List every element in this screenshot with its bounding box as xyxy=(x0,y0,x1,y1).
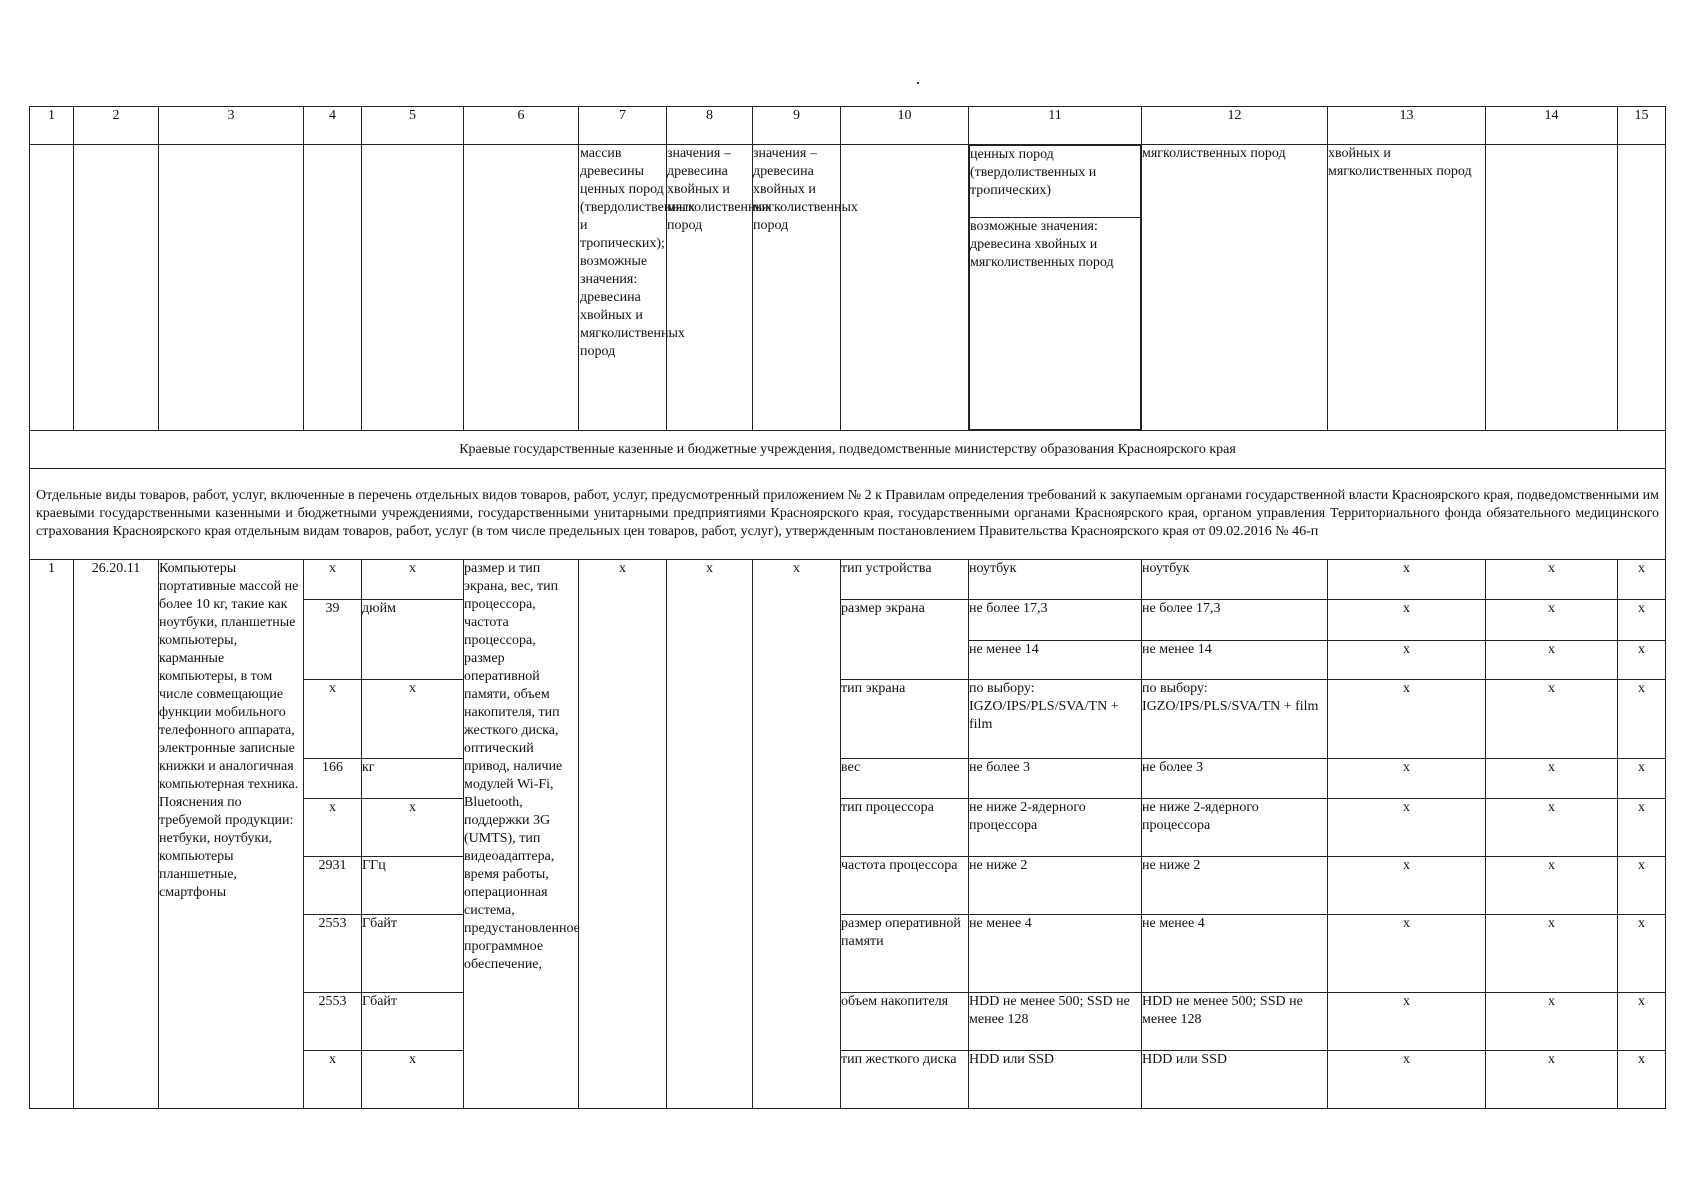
column-numbers-row xyxy=(30,107,1666,145)
cell-empty xyxy=(1618,145,1666,431)
value-c14: x xyxy=(1486,600,1618,640)
param-name: тип процессора xyxy=(841,799,969,857)
cont-c8: значения – древесина хвойных и мягколиственных пород xyxy=(667,145,753,431)
unit-name: Гбайт xyxy=(362,915,464,993)
cell-empty xyxy=(1486,145,1618,431)
col-num: 5 xyxy=(362,107,464,145)
col-num: 4 xyxy=(304,107,362,145)
value-c13: x xyxy=(1328,680,1486,759)
cont-c11 xyxy=(969,145,1142,431)
value-c11: HDD или SSD xyxy=(969,1051,1142,1109)
value-c11: не ниже 2-ядерного процессора xyxy=(969,799,1142,857)
value-c15: x xyxy=(1618,1051,1666,1109)
unit-code: 166 xyxy=(304,758,362,798)
value-c11: HDD не менее 500; SSD не менее 128 xyxy=(969,992,1142,1051)
param-name: размер экрана xyxy=(841,600,969,680)
value-c13: x xyxy=(1328,1051,1486,1109)
value-c13: x xyxy=(1328,640,1486,679)
col-num: 3 xyxy=(159,107,304,145)
scan-dot xyxy=(917,82,919,84)
section-title-row xyxy=(30,430,1666,468)
col-num: 15 xyxy=(1618,107,1666,145)
value-c13: x xyxy=(1328,915,1486,993)
cell-empty xyxy=(841,145,969,431)
value-c15: x xyxy=(1618,799,1666,857)
cont-c13: хвойных и мягколиственных пород xyxy=(1328,145,1486,431)
section-para-row xyxy=(30,469,1666,560)
section-title: Краевые государственные казенные и бюджетные учреждения, подведомственные министерству образования Красноярского края xyxy=(30,430,1666,468)
col-num: 7 xyxy=(579,107,667,145)
value-c12: не более 17,3 xyxy=(1142,600,1328,640)
value-c11: не ниже 2 xyxy=(969,856,1142,915)
cell-empty xyxy=(30,145,74,431)
col-num: 9 xyxy=(753,107,841,145)
col-num: 13 xyxy=(1328,107,1486,145)
requirements-table xyxy=(29,106,1666,1109)
value-c14: x xyxy=(1486,856,1618,915)
cell-empty xyxy=(159,145,304,431)
continuation-row xyxy=(30,145,1666,431)
value-c15: x xyxy=(1618,915,1666,993)
col-num: 12 xyxy=(1142,107,1328,145)
item-c8: x xyxy=(667,560,753,1109)
param-name: частота процессора xyxy=(841,856,969,915)
col-num: 1 xyxy=(30,107,74,145)
unit-code: 39 xyxy=(304,600,362,680)
unit-code: x xyxy=(304,799,362,857)
unit-name: x xyxy=(362,799,464,857)
value-c12: ноутбук xyxy=(1142,560,1328,600)
value-c12: не менее 4 xyxy=(1142,915,1328,993)
cont-c12: мягколиственных пород xyxy=(1142,145,1328,431)
value-c13: x xyxy=(1328,799,1486,857)
value-c11: ноутбук xyxy=(969,560,1142,600)
section-paragraph: Отдельные виды товаров, работ, услуг, включенные в перечень отдельных видов товаров, работ, услуг, предусмотренный приложением № 2 к Правилам определения требований к закупаемым органами государственной власти Красноярского края, подведомственными им краевыми государственными казенными и бюджетными учреждениями, государственными унитарными предприятиями Красноярского края, государственными органами Красноярского края, органом управления Территориального фонда обязательного медицинского страхования Красноярского края отдельным видам товаров, работ, услуг (в том числе предельных цен товаров, работ, услуг), утвержденным постановлением Правительства Красноярского края от 09.02.2016 № 46-п xyxy=(30,469,1666,560)
unit-code: x xyxy=(304,560,362,600)
cell-empty xyxy=(304,145,362,431)
param-name: тип экрана xyxy=(841,680,969,759)
value-c12: не более 3 xyxy=(1142,758,1328,798)
value-c12: HDD не менее 500; SSD не менее 128 xyxy=(1142,992,1328,1051)
value-c14: x xyxy=(1486,758,1618,798)
item-characteristics: размер и тип экрана, вес, тип процессора, частота процессора, размер оперативной памяти, объем накопителя, тип жесткого диска, оптический привод, наличие модулей Wi-Fi, Bluetooth, поддержки 3G (UMTS), тип видеоадаптера, время работы, операционная система, предустановленное программное обеспечение, xyxy=(464,560,579,1109)
unit-name: Гбайт xyxy=(362,992,464,1051)
col-num: 14 xyxy=(1486,107,1618,145)
value-c13: x xyxy=(1328,600,1486,640)
value-c12: не ниже 2-ядерного процессора xyxy=(1142,799,1328,857)
unit-code: x xyxy=(304,1051,362,1109)
value-c12: по выбору: IGZO/IPS/PLS/SVA/TN + film xyxy=(1142,680,1328,759)
unit-code: x xyxy=(304,680,362,759)
unit-name: x xyxy=(362,680,464,759)
item-name: Компьютеры портативные массой не более 10 кг, такие как ноутбуки, планшетные компьютеры, карманные компьютеры, в том числе совмещающие функции мобильного телефонного аппарата, электронные записные книжки и аналогичная компьютерная техника. Пояснения по требуемой продукции: нетбуки, ноутбуки, компьютеры планшетные, смартфоны xyxy=(159,560,304,1109)
cont-c7: массив древесины ценных пород (твердолиственных и тропических); возможные значения: древесина хвойных и мягколиственных пород xyxy=(579,145,667,431)
cell-empty xyxy=(464,145,579,431)
value-c15: x xyxy=(1618,680,1666,759)
item-row xyxy=(30,560,1666,600)
unit-code: 2553 xyxy=(304,992,362,1051)
value-c14: x xyxy=(1486,915,1618,993)
item-okpd-code: 26.20.11 xyxy=(74,560,159,1109)
col-num: 6 xyxy=(464,107,579,145)
cont-c9: значения – древесина хвойных и мягколиственных пород xyxy=(753,145,841,431)
value-c11: не более 17,3 xyxy=(969,600,1142,640)
param-name: вес xyxy=(841,758,969,798)
value-c11: не менее 14 xyxy=(969,640,1142,679)
item-c9: x xyxy=(753,560,841,1109)
col-num: 10 xyxy=(841,107,969,145)
value-c15: x xyxy=(1618,856,1666,915)
cell-empty xyxy=(362,145,464,431)
col-num: 8 xyxy=(667,107,753,145)
col-num: 11 xyxy=(969,107,1142,145)
value-c14: x xyxy=(1486,799,1618,857)
unit-name: x xyxy=(362,1051,464,1109)
cont-c11a: ценных пород (твердолиственных и тропических) xyxy=(970,146,1141,218)
param-name: тип жесткого диска xyxy=(841,1051,969,1109)
value-c15: x xyxy=(1618,640,1666,679)
unit-code: 2553 xyxy=(304,915,362,993)
item-number: 1 xyxy=(30,560,74,1109)
unit-code: 2931 xyxy=(304,856,362,915)
param-name: тип устройства xyxy=(841,560,969,600)
value-c15: x xyxy=(1618,600,1666,640)
param-name: размер оперативной памяти xyxy=(841,915,969,993)
value-c14: x xyxy=(1486,640,1618,679)
value-c13: x xyxy=(1328,856,1486,915)
value-c13: x xyxy=(1328,758,1486,798)
param-name: объем накопителя xyxy=(841,992,969,1051)
value-c12: не менее 14 xyxy=(1142,640,1328,679)
value-c13: x xyxy=(1328,992,1486,1051)
value-c15: x xyxy=(1618,758,1666,798)
value-c14: x xyxy=(1486,992,1618,1051)
value-c11: не менее 4 xyxy=(969,915,1142,993)
item-c7: x xyxy=(579,560,667,1109)
value-c12: не ниже 2 xyxy=(1142,856,1328,915)
value-c11: по выбору: IGZO/IPS/PLS/SVA/TN + film xyxy=(969,680,1142,759)
cell-empty xyxy=(74,145,159,431)
unit-name: ГГц xyxy=(362,856,464,915)
value-c15: x xyxy=(1618,992,1666,1051)
cont-c11b: возможные значения: древесина хвойных и мягколиственных пород xyxy=(970,218,1141,430)
value-c13: x xyxy=(1328,560,1486,600)
cont-c11-split xyxy=(969,145,1141,430)
unit-name: x xyxy=(362,560,464,600)
value-c14: x xyxy=(1486,560,1618,600)
value-c14: x xyxy=(1486,680,1618,759)
value-c11: не более 3 xyxy=(969,758,1142,798)
unit-name: дюйм xyxy=(362,600,464,680)
value-c12: HDD или SSD xyxy=(1142,1051,1328,1109)
col-num: 2 xyxy=(74,107,159,145)
value-c15: x xyxy=(1618,560,1666,600)
unit-name: кг xyxy=(362,758,464,798)
value-c14: x xyxy=(1486,1051,1618,1109)
